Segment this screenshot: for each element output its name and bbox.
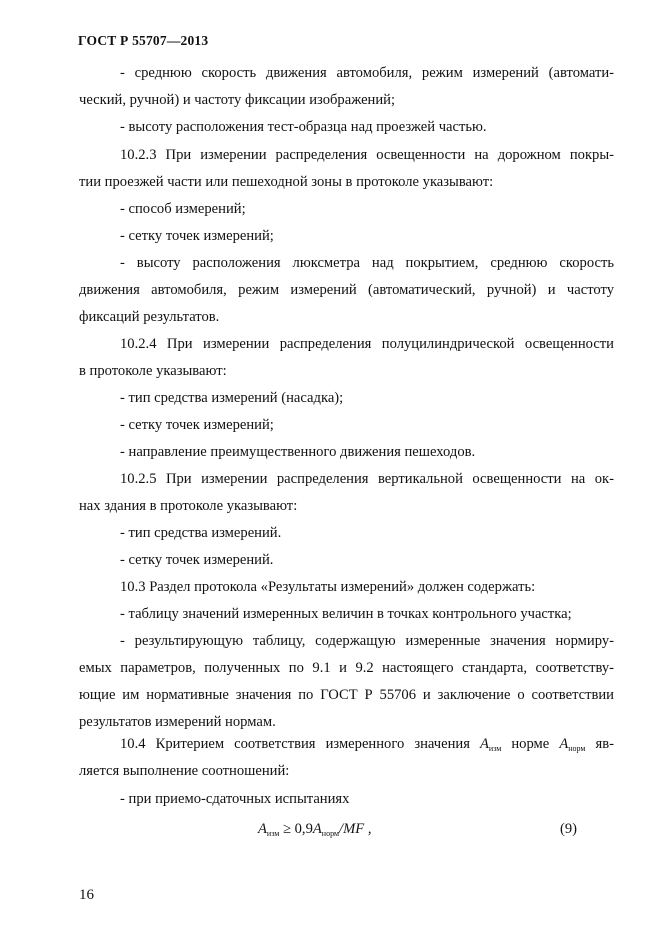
text-line: - сетку точек измерений;: [120, 417, 274, 433]
text-line: 10.3 Раздел протокола «Результаты измерений» должен содержать:: [120, 579, 536, 595]
text-line: движения автомобиля, режим измерений (автоматический, ручной) и частоту: [79, 282, 614, 298]
text-line: - способ измерений;: [120, 201, 246, 217]
text-line: - тип средства измерений (насадка);: [120, 390, 344, 406]
text-line: ческий, ручной) и частоту фиксации изображений;: [79, 92, 396, 108]
text-line: 10.2.5 При измерении распределения вертикальной освещенности на ок-: [120, 471, 614, 487]
text-line: - среднюю скорость движения автомобиля, режим измерений (автомати-: [120, 65, 614, 81]
text-line: нах здания в протоколе указывают:: [79, 498, 298, 514]
paragraph-10-4-line-2: ляется выполнение соотношений:: [79, 763, 290, 779]
equation-number: (9): [560, 821, 578, 837]
text-line: - сетку точек измерений;: [120, 228, 274, 244]
text-line: - высоту расположения тест-образца над проезжей частью.: [120, 119, 487, 135]
text-line: 10.2.4 При измерении распределения полуцилиндрической освещенности: [120, 336, 614, 352]
text-line: тии проезжей части или пешеходной зоны в протоколе указывают:: [79, 174, 494, 190]
text-line: - таблицу значений измеренных величин в точках контрольного участка;: [120, 606, 572, 622]
text-line: емых параметров, полученных по 9.1 и 9.2 настоящего стандарта, соответству-: [79, 660, 614, 676]
text-line: в протоколе указывают:: [79, 363, 227, 379]
text-line: - тип средства измерений.: [120, 525, 282, 541]
formula-9: $A_{изм} \ge 0,9A_{норм}/MF$ ,: [258, 821, 372, 838]
page-number: 16: [79, 887, 94, 903]
paragraph-10-4-line-1: 10.4 Критерием соответствия измеренного значения $A_{изм}$ норме $A_{норм}$ яв-: [120, 736, 615, 753]
text-line: - высоту расположения люксметра над покрытием, среднюю скорость: [120, 255, 614, 271]
text-line: результатов измерений нормам.: [79, 714, 276, 730]
text-line: - при приемо-сдаточных испытаниях: [120, 791, 350, 807]
text-line: ющие им нормативные значения по ГОСТ Р 55706 и заключение о соответствии: [79, 687, 614, 703]
text-line: - результирующую таблицу, содержащую измеренные значения нормиру-: [120, 633, 614, 649]
text-line: фиксаций результатов.: [79, 309, 220, 325]
document-header: ГОСТ Р 55707—2013: [78, 33, 209, 48]
text-line: 10.2.3 При измерении распределения освещенности на дорожном покры-: [120, 147, 614, 163]
text-line: - направление преимущественного движения пешеходов.: [120, 444, 476, 460]
text-line: - сетку точек измерений.: [120, 552, 274, 568]
